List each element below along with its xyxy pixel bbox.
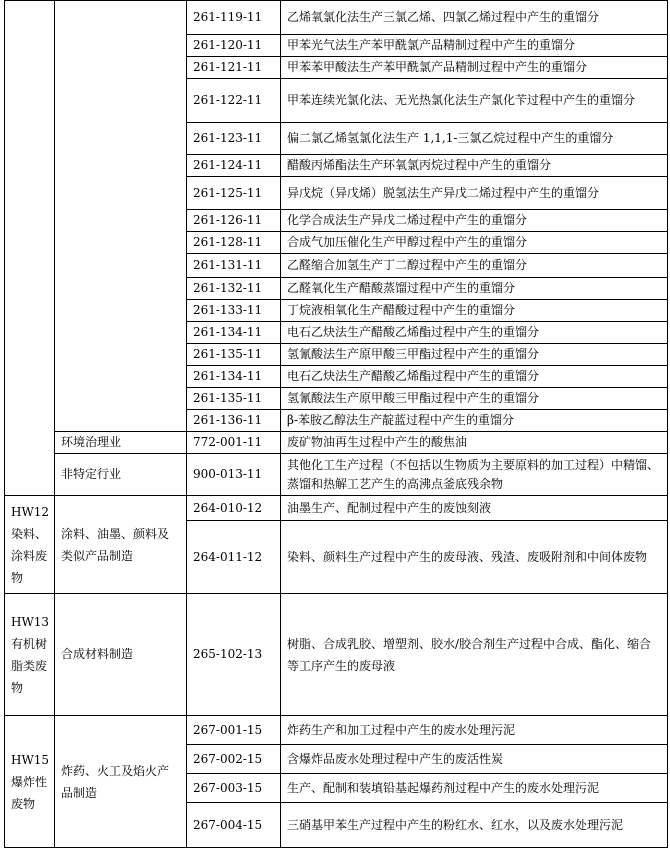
- waste-code: 261-134-11: [187, 366, 281, 388]
- waste-code: 900-013-11: [187, 454, 281, 496]
- waste-code: 261-126-11: [187, 210, 281, 232]
- waste-code: 261-133-11: [187, 300, 281, 322]
- waste-category: HW13 有机树脂类废物: [5, 594, 55, 716]
- waste-description: 染料、颜料生产过程中产生的废母液、残渣、废吸附剂和中间体废物: [281, 521, 668, 594]
- waste-description: 含爆炸品废水处理过程中产生的废活性炭: [281, 745, 668, 774]
- waste-description: 树脂、合成乳胶、增塑剂、胶水/胶合剂生产过程中合成、酯化、缩合等工序产生的废母液: [281, 594, 668, 716]
- waste-description: 其他化工生产过程（不包括以生物质为主要原料的加工过程）中精馏、蒸馏和热解工艺产生的高沸点釜底残余物: [281, 454, 668, 496]
- table-row: [5, 454, 668, 496]
- waste-category: HW15 爆炸性废物: [5, 716, 55, 848]
- waste-description: 生产、配制和装填铅基起爆药剂过程中产生的废水处理污泥: [281, 774, 668, 803]
- waste-code: 261-131-11: [187, 254, 281, 278]
- waste-code: 261-132-11: [187, 278, 281, 300]
- waste-description: 甲苯苯甲酸法生产苯甲酰氯产品精制过程中产生的重馏分: [281, 57, 668, 79]
- waste-description: 乙烯氧氯化法生产三氯乙烯、四氯乙烯过程中产生的重馏分: [281, 1, 668, 35]
- waste-description: 油墨生产、配制过程中产生的废蚀刻液: [281, 496, 668, 521]
- industry-name: 环境治理业: [55, 432, 187, 454]
- waste-description: 氢氰酸法生产原甲酸三甲酯过程中产生的重馏分: [281, 344, 668, 366]
- waste-code: 261-123-11: [187, 123, 281, 155]
- waste-description: 丁烷液相氧化生产醋酸过程中产生的重馏分: [281, 300, 668, 322]
- waste-code: 261-119-11: [187, 1, 281, 35]
- waste-category: HW12 染料、涂料废物: [5, 496, 55, 594]
- waste-code: 261-128-11: [187, 232, 281, 254]
- waste-description: 化学合成法生产异戊二烯过程中产生的重馏分: [281, 210, 668, 232]
- waste-code: 261-125-11: [187, 177, 281, 210]
- waste-description: 醋酸丙烯酯法生产环氧氯丙烷过程中产生的重馏分: [281, 155, 668, 177]
- waste-description: 电石乙炔法生产醋酸乙烯酯过程中产生的重馏分: [281, 366, 668, 388]
- waste-code: 267-003-15: [187, 774, 281, 803]
- waste-description: 异戊烷（异戊烯）脱氢法生产异戊二烯过程中产生的重馏分: [281, 177, 668, 210]
- industry-name: 炸药、火工及焰火产品制造: [55, 716, 187, 848]
- industry-name: 非特定行业: [55, 454, 187, 496]
- table-row: [5, 1, 668, 35]
- waste-description: 甲苯连续光氯化法、无光热氯化法生产氯化苄过程中产生的重馏分: [281, 79, 668, 123]
- waste-code: 267-002-15: [187, 745, 281, 774]
- waste-description: 偏二氯乙烯氢氯化法生产 1,1,1-三氯乙烷过程中产生的重馏分: [281, 123, 668, 155]
- waste-code: 261-124-11: [187, 155, 281, 177]
- waste-description: 甲苯光气法生产苯甲酰氯产品精制过程中产生的重馏分: [281, 35, 668, 57]
- waste-code: 267-004-15: [187, 803, 281, 848]
- waste-catalog-table: [4, 0, 668, 848]
- table-row: [5, 496, 668, 521]
- waste-code: 267-001-15: [187, 716, 281, 745]
- waste-code: 264-011-12: [187, 521, 281, 594]
- table-row: [5, 716, 668, 745]
- industry-name: 合成材料制造: [55, 594, 187, 716]
- waste-description: 炸药生产和加工过程中产生的废水处理污泥: [281, 716, 668, 745]
- waste-description: 废矿物油再生过程中产生的酸焦油: [281, 432, 668, 454]
- waste-code: 261-121-11: [187, 57, 281, 79]
- industry-cell-empty: [55, 1, 187, 432]
- industry-name: 涂料、油墨、颜料及类似产品制造: [55, 496, 187, 594]
- waste-description: 乙醛氧化生产醋酸蒸馏过程中产生的重馏分: [281, 278, 668, 300]
- waste-description: β-苯胺乙醇法生产靛蓝过程中产生的重馏分: [281, 410, 668, 432]
- table-row: [5, 594, 668, 716]
- waste-description: 三硝基甲苯生产过程中产生的粉红水、红水，以及废水处理污泥: [281, 803, 668, 848]
- waste-code: 261-135-11: [187, 388, 281, 410]
- waste-code: 772-001-11: [187, 432, 281, 454]
- waste-code: 261-120-11: [187, 35, 281, 57]
- waste-description: 电石乙炔法生产醋酸乙烯酯过程中产生的重馏分: [281, 322, 668, 344]
- waste-code: 264-010-12: [187, 496, 281, 521]
- waste-code: 261-136-11: [187, 410, 281, 432]
- waste-code: 265-102-13: [187, 594, 281, 716]
- category-cell-empty: [5, 1, 55, 496]
- table-row: [5, 432, 668, 454]
- waste-description: 乙醛缩合加氢生产丁二醇过程中产生的重馏分: [281, 254, 668, 278]
- waste-description: 合成气加压催化生产甲醇过程中产生的重馏分: [281, 232, 668, 254]
- waste-code: 261-134-11: [187, 322, 281, 344]
- waste-code: 261-122-11: [187, 79, 281, 123]
- waste-code: 261-135-11: [187, 344, 281, 366]
- waste-description: 氢氰酸法生产原甲酸三甲酯过程中产生的重馏分: [281, 388, 668, 410]
